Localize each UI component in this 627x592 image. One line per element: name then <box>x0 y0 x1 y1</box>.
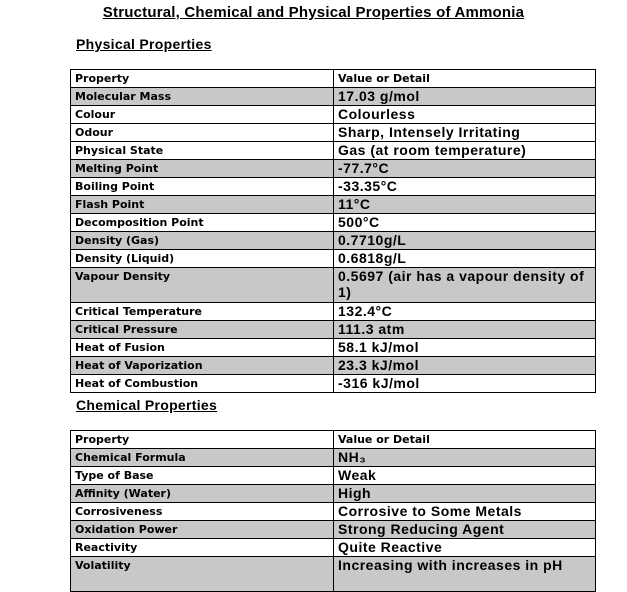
physical-properties-body <box>71 70 596 393</box>
property-value: -77.7°C <box>334 160 596 178</box>
property-name: Density (Liquid) <box>71 250 334 268</box>
property-name: Vapour Density <box>71 268 334 303</box>
property-name: Physical State <box>71 142 334 160</box>
table-row <box>71 303 596 321</box>
property-value: Sharp, Intensely Irritating <box>334 124 596 142</box>
physical-properties-heading: Physical Properties <box>76 36 212 52</box>
property-value: 0.7710g/L <box>334 232 596 250</box>
property-value: Increasing with increases in pH <box>334 557 596 592</box>
property-name: Colour <box>71 106 334 124</box>
property-name: Decomposition Point <box>71 214 334 232</box>
table-row <box>71 485 596 503</box>
property-value: High <box>334 485 596 503</box>
property-name: Corrosiveness <box>71 503 334 521</box>
property-value: 132.4°C <box>334 303 596 321</box>
property-name: Chemical Formula <box>71 449 334 467</box>
header-property: Property <box>71 431 334 449</box>
table-row <box>71 178 596 196</box>
table-row <box>71 449 596 467</box>
property-name: Boiling Point <box>71 178 334 196</box>
property-value: 17.03 g/mol <box>334 88 596 106</box>
property-value: -33.35°C <box>334 178 596 196</box>
table-row <box>71 375 596 393</box>
header-property: Property <box>71 70 334 88</box>
property-value: 0.5697 (air has a vapour density of 1) <box>334 268 596 303</box>
table-header-row <box>71 431 596 449</box>
chemical-properties-table <box>70 430 596 592</box>
table-row <box>71 250 596 268</box>
property-name: Density (Gas) <box>71 232 334 250</box>
table-row <box>71 196 596 214</box>
table-row <box>71 321 596 339</box>
table-row <box>71 521 596 539</box>
table-row <box>71 160 596 178</box>
property-name: Affinity (Water) <box>71 485 334 503</box>
table-row <box>71 142 596 160</box>
property-value: Strong Reducing Agent <box>334 521 596 539</box>
property-name: Critical Pressure <box>71 321 334 339</box>
table-row <box>71 467 596 485</box>
property-name: Type of Base <box>71 467 334 485</box>
property-name: Melting Point <box>71 160 334 178</box>
property-value: 23.3 kJ/mol <box>334 357 596 375</box>
property-value: Weak <box>334 467 596 485</box>
property-value: Quite Reactive <box>334 539 596 557</box>
property-name: Molecular Mass <box>71 88 334 106</box>
table-header-row <box>71 70 596 88</box>
property-value: 500°C <box>334 214 596 232</box>
property-name: Volatility <box>71 557 334 592</box>
table-row <box>71 503 596 521</box>
property-value: 11°C <box>334 196 596 214</box>
property-value: 58.1 kJ/mol <box>334 339 596 357</box>
property-value: Colourless <box>334 106 596 124</box>
physical-properties-table <box>70 69 596 393</box>
document-title: Structural, Chemical and Physical Properties of Ammonia <box>102 4 525 21</box>
property-name: Odour <box>71 124 334 142</box>
table-row <box>71 106 596 124</box>
header-value: Value or Detail <box>334 70 596 88</box>
property-name: Heat of Combustion <box>71 375 334 393</box>
property-name: Critical Temperature <box>71 303 334 321</box>
property-value: 111.3 atm <box>334 321 596 339</box>
property-value: Corrosive to Some Metals <box>334 503 596 521</box>
chemical-properties-body <box>71 431 596 592</box>
table-row <box>71 88 596 106</box>
table-row <box>71 268 596 303</box>
property-value: Gas (at room temperature) <box>334 142 596 160</box>
property-name: Flash Point <box>71 196 334 214</box>
table-row <box>71 557 596 592</box>
property-name: Reactivity <box>71 539 334 557</box>
table-row <box>71 124 596 142</box>
chemical-properties-heading: Chemical Properties <box>76 397 218 413</box>
property-name: Heat of Vaporization <box>71 357 334 375</box>
table-row <box>71 339 596 357</box>
table-row <box>71 357 596 375</box>
table-row <box>71 232 596 250</box>
header-value: Value or Detail <box>334 431 596 449</box>
property-name: Heat of Fusion <box>71 339 334 357</box>
property-value: 0.6818g/L <box>334 250 596 268</box>
property-value: NH₃ <box>334 449 596 467</box>
table-row <box>71 539 596 557</box>
property-value: -316 kJ/mol <box>334 375 596 393</box>
table-row <box>71 214 596 232</box>
property-name: Oxidation Power <box>71 521 334 539</box>
